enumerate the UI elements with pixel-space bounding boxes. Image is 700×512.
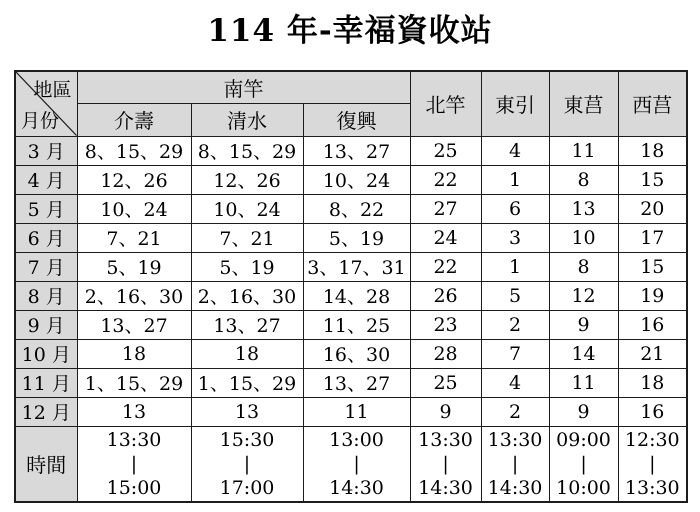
- table-row-august: [15, 281, 687, 310]
- row-month-label: 3 月: [15, 136, 77, 165]
- time-end: 15:00: [106, 476, 162, 499]
- schedule-cell: 24: [410, 223, 481, 252]
- schedule-cell: 2、16、30: [77, 281, 191, 310]
- schedule-cell: 23: [410, 310, 481, 339]
- schedule-table: [14, 70, 688, 503]
- schedule-cell: 4: [481, 368, 549, 397]
- row-month-label: 4 月: [15, 165, 77, 194]
- time-separator: |: [442, 452, 449, 475]
- schedule-cell: 2: [481, 310, 549, 339]
- schedule-cell: 19: [618, 281, 687, 310]
- schedule-cell: 11、25: [303, 310, 410, 339]
- schedule-cell: 20: [618, 194, 687, 223]
- schedule-cell: 26: [410, 281, 481, 310]
- table-row-july: [15, 252, 687, 281]
- schedule-cell: 13: [549, 194, 618, 223]
- col-header-beigan: 北竿: [410, 71, 481, 136]
- schedule-cell: 8: [549, 252, 618, 281]
- schedule-cell: 13、27: [77, 310, 191, 339]
- schedule-cell: 27: [410, 194, 481, 223]
- corner-month-label: 月份: [21, 109, 60, 132]
- schedule-cell: 8、15、29: [77, 136, 191, 165]
- time-cell-dongju: [549, 426, 618, 502]
- schedule-cell: 10、24: [77, 194, 191, 223]
- row-month-label: 11 月: [15, 368, 77, 397]
- schedule-cell: 9: [410, 397, 481, 426]
- schedule-cell: 25: [410, 136, 481, 165]
- time-separator: |: [511, 452, 519, 475]
- schedule-cell: 11: [303, 397, 410, 426]
- time-cell-beigan: [410, 426, 481, 502]
- time-end: 17:00: [219, 476, 275, 499]
- schedule-cell: 13、27: [303, 368, 410, 397]
- corner-header-cell: [15, 71, 77, 136]
- time-separator: |: [130, 452, 138, 475]
- time-end: 14:30: [418, 476, 473, 499]
- schedule-cell: 13: [77, 397, 191, 426]
- schedule-cell: 3、17、31: [303, 252, 410, 281]
- schedule-cell: 13: [191, 397, 303, 426]
- page-title: 114 年-幸福資收站: [207, 13, 493, 49]
- table-row-may: [15, 194, 687, 223]
- time-separator: |: [353, 452, 360, 475]
- table-row-november: [15, 368, 687, 397]
- schedule-cell: 1、15、29: [77, 368, 191, 397]
- schedule-cell: 12、26: [77, 165, 191, 194]
- schedule-cell: 11: [549, 368, 618, 397]
- table-row-october: [15, 339, 687, 368]
- schedule-cell: 18: [618, 368, 687, 397]
- schedule-cell: 10: [549, 223, 618, 252]
- schedule-cell: 10、24: [191, 194, 303, 223]
- table-row-time: [15, 426, 687, 502]
- schedule-cell: 16: [618, 310, 687, 339]
- schedule-cell: 18: [77, 339, 191, 368]
- schedule-cell: 25: [410, 368, 481, 397]
- col-header-dongyin: 東引: [481, 71, 549, 136]
- time-separator: |: [243, 452, 251, 475]
- schedule-cell: 8、22: [303, 194, 410, 223]
- schedule-cell: 15: [618, 165, 687, 194]
- col-header-fuxing: 復興: [303, 103, 410, 136]
- schedule-cell: 7、21: [77, 223, 191, 252]
- row-month-label: 9 月: [15, 310, 77, 339]
- time-cell-jieshou: [77, 426, 191, 502]
- schedule-cell: 22: [410, 165, 481, 194]
- group-header-nangan: 南竿: [77, 71, 410, 103]
- schedule-cell: 14、28: [303, 281, 410, 310]
- schedule-cell: 1: [481, 165, 549, 194]
- time-start: 12:30: [624, 428, 680, 451]
- row-month-label: 6 月: [15, 223, 77, 252]
- time-end: 14:30: [329, 476, 384, 499]
- corner-region-label: 地區: [33, 79, 72, 101]
- table-row-september: [15, 310, 687, 339]
- schedule-cell: 2、16、30: [191, 281, 303, 310]
- row-month-label: 8 月: [15, 281, 77, 310]
- schedule-cell: 15: [618, 252, 687, 281]
- schedule-cell: 3: [481, 223, 549, 252]
- col-header-xiju: 西莒: [618, 71, 687, 136]
- schedule-cell: 2: [481, 397, 549, 426]
- time-cell-xiju: [618, 426, 687, 502]
- time-start: 09:00: [556, 428, 611, 451]
- schedule-cell: 1、15、29: [191, 368, 303, 397]
- row-month-label: 5 月: [15, 194, 77, 223]
- schedule-cell: 6: [481, 194, 549, 223]
- schedule-cell: 5: [481, 281, 549, 310]
- schedule-cell: 7: [481, 339, 549, 368]
- col-header-qingshui: 清水: [191, 103, 303, 136]
- schedule-cell: 10、24: [303, 165, 410, 194]
- col-header-jieshou: 介壽: [77, 103, 191, 136]
- schedule-cell: 5、19: [191, 252, 303, 281]
- schedule-cell: 18: [191, 339, 303, 368]
- schedule-cell: 16: [618, 397, 687, 426]
- schedule-cell: 11: [549, 136, 618, 165]
- schedule-cell: 9: [549, 397, 618, 426]
- time-row-label: 時間: [15, 426, 77, 502]
- table-row-march: [15, 136, 687, 165]
- schedule-cell: 5、19: [77, 252, 191, 281]
- time-cell-fuxing: [303, 426, 410, 502]
- schedule-cell: 1: [481, 252, 549, 281]
- schedule-cell: 16、30: [303, 339, 410, 368]
- schedule-cell: 14: [549, 339, 618, 368]
- header-row-1: [15, 71, 687, 103]
- schedule-cell: 18: [618, 136, 687, 165]
- schedule-cell: 4: [481, 136, 549, 165]
- schedule-cell: 12: [549, 281, 618, 310]
- time-start: 13:30: [418, 428, 473, 451]
- table-row-april: [15, 165, 687, 194]
- row-month-label: 12 月: [15, 397, 77, 426]
- col-header-dongju: 東莒: [549, 71, 618, 136]
- schedule-cell: 8: [549, 165, 618, 194]
- schedule-cell: 13、27: [303, 136, 410, 165]
- time-end: 14:30: [487, 476, 543, 499]
- schedule-cell: 22: [410, 252, 481, 281]
- schedule-cell: 13、27: [191, 310, 303, 339]
- schedule-cell: 8、15、29: [191, 136, 303, 165]
- time-start: 13:30: [106, 428, 162, 451]
- schedule-cell: 17: [618, 223, 687, 252]
- schedule-cell: 28: [410, 339, 481, 368]
- time-start: 15:30: [219, 428, 275, 451]
- schedule-cell: 7、21: [191, 223, 303, 252]
- row-month-label: 7 月: [15, 252, 77, 281]
- time-end: 13:30: [624, 476, 680, 499]
- schedule-cell: 12、26: [191, 165, 303, 194]
- table-row-june: [15, 223, 687, 252]
- time-start: 13:30: [487, 428, 543, 451]
- schedule-cell: 21: [618, 339, 687, 368]
- time-start: 13:00: [329, 428, 384, 451]
- table-row-december: [15, 397, 687, 426]
- schedule-cell: 9: [549, 310, 618, 339]
- time-cell-dongyin: [481, 426, 549, 502]
- time-separator: |: [649, 452, 656, 475]
- row-month-label: 10 月: [15, 339, 77, 368]
- time-separator: |: [580, 452, 587, 475]
- schedule-cell: 5、19: [303, 223, 410, 252]
- time-cell-qingshui: [191, 426, 303, 502]
- time-end: 10:00: [556, 476, 611, 499]
